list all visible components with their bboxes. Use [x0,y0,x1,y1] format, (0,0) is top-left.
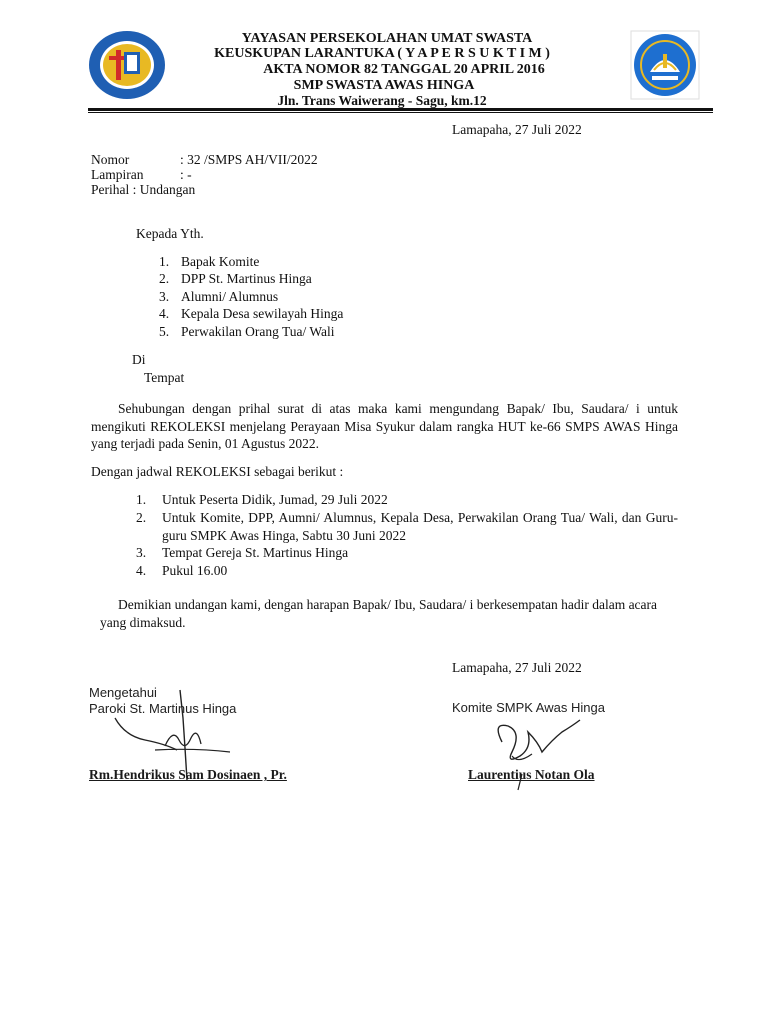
closing-paragraph: Demikian undangan kami, dengan harapan Bapak/ Ibu, Saudara/ i berkesempatan hadir dalam acara yang dimaksud. [100,597,658,630]
tempat-label: Tempat [144,370,185,385]
perihal: Perihal : Undangan [91,182,196,197]
nomor-value: : 32 /SMPS AH/VII/2022 [180,152,318,167]
header-rule-thin [88,112,713,113]
parish-priest-name: Rm.Hendrikus Sam Dosinaen , Pr. [89,767,287,782]
header-diocese: KEUSKUPAN LARANTUKA ( Y A P E R S U K T I M ) [214,46,550,61]
lampiran-value: : - [180,167,192,182]
header-address: Jln. Trans Waiwerang - Sagu, km.12 [277,93,487,108]
recipient-item: 1. Bapak Komite [159,254,260,269]
schedule-intro: Dengan jadwal REKOLEKSI sebagai berikut : [91,464,344,479]
di-label: Di [132,352,146,367]
parish-title: Paroki St. Martinus Hinga [89,701,237,716]
committee-chair-name: Laurentius Notan Ola [468,767,595,782]
body-paragraph: Sehubungan dengan prihal surat di atas maka kami mengundang Bapak/ Ibu, Saudara/ i untuk mengikuti REKOLEKSI menjelang Perayaan Misa Syukur dalam rangka HUT ke-66 SMPS AWAS Hinga yang terjadi pada Senin, 01 Agustus 2022. [91,401,678,451]
acknowledged-label: Mengetahui [89,685,157,700]
salutation: Kepada Yth. [136,226,204,241]
lampiran-label: Lampiran [91,167,144,182]
recipient-item: 5. Perwakilan Orang Tua/ Wali [159,324,335,339]
recipient-item: 2. DPP St. Martinus Hinga [159,271,312,286]
committee-title: Komite SMPK Awas Hinga [452,700,605,715]
header-rule-thick [88,108,713,111]
schedule-item: 2. Untuk Komite, DPP, Aumni/ Alumnus, Kepala Desa, Perwakilan Orang Tua/ Wali, dan Guru-guru SMPK Awas Hinga, Sabtu 30 Juni 2022 [136,510,678,543]
header-foundation: YAYASAN PERSEKOLAHAN UMAT SWASTA [241,31,533,46]
closing-date: Lamapaha, 27 Juli 2022 [452,660,582,675]
schedule-item: 3. Tempat Gereja St. Martinus Hinga [136,545,349,560]
nomor-label: Nomor [91,152,130,167]
header-school-name: SMP SWASTA AWAS HINGA [293,78,475,93]
schedule-item: 1. Untuk Peserta Didik, Jumad, 29 Juli 2022 [136,492,388,507]
recipient-item: 4. Kepala Desa sewilayah Hinga [159,306,344,321]
header-deed: AKTA NOMOR 82 TANGGAL 20 APRIL 2016 [263,62,545,77]
letter-date: Lamapaha, 27 Juli 2022 [452,122,582,137]
recipient-item: 3. Alumni/ Alumnus [159,289,279,304]
schedule-item: 4. Pukul 16.00 [136,563,228,578]
